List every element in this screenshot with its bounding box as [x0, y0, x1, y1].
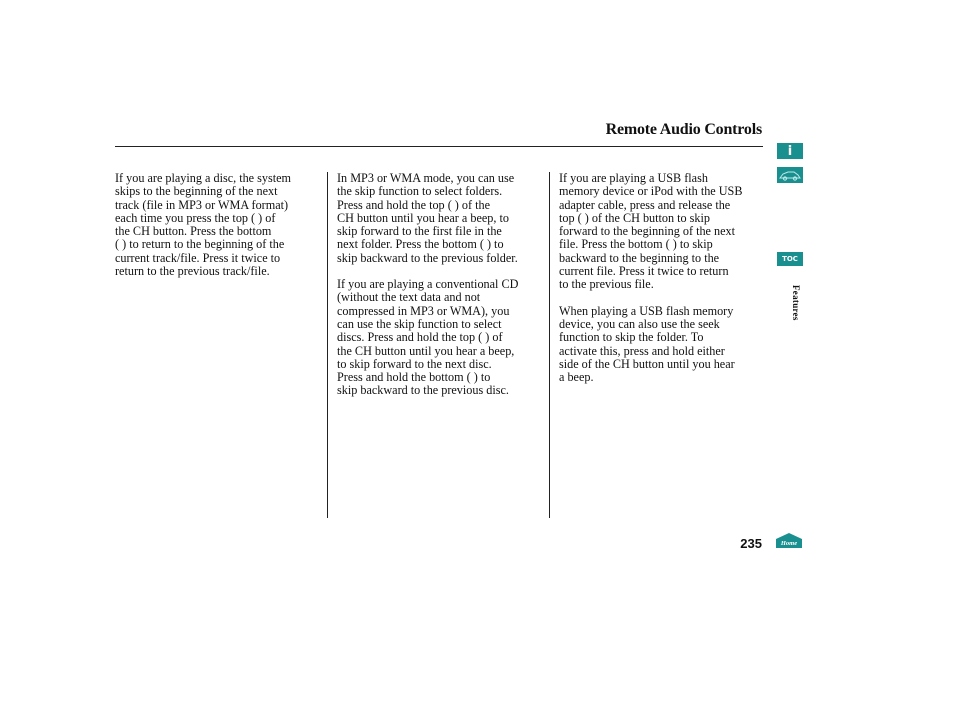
- page-title: Remote Audio Controls: [605, 121, 762, 138]
- text-column-3: [559, 172, 765, 397]
- toc-button[interactable]: TOC: [777, 252, 803, 266]
- paragraph: When playing a USB flash memory device, you can also use the seek function to skip the folder. To activate this, press and hold either side of the CH button until you hear a beep.: [559, 303, 735, 385]
- home-label: Home: [780, 540, 798, 547]
- title-divider: [115, 146, 763, 147]
- car-icon[interactable]: [777, 167, 803, 183]
- text-column-2: [337, 172, 543, 411]
- paragraph: If you are playing a disc, the system skips to the beginning of the next track (file in MP3 or WMA format) each time you press the top ( ) of the CH button. Press the bottom ( ) to return to the beginning of the current track/file. Press it twice to return to the previous track/file.: [115, 171, 291, 279]
- home-icon: [775, 532, 803, 549]
- page-number: 235: [740, 536, 762, 551]
- column-divider: [549, 172, 550, 518]
- column-divider: [327, 172, 328, 518]
- text-column-1: [115, 172, 320, 291]
- section-tab-label: Features: [791, 285, 801, 321]
- paragraph: In MP3 or WMA mode, you can use the skip function to select folders. Press and hold the top ( ) of the CH button until you hear a beep, to skip forward to the first file in the next folder. Press the bottom ( ) to skip backward to the previous folder.: [337, 171, 518, 265]
- home-button[interactable]: [775, 532, 803, 549]
- car-outline-icon: [777, 167, 803, 183]
- info-icon[interactable]: i: [777, 143, 803, 159]
- paragraph: If you are playing a USB flash memory device or iPod with the USB adapter cable, press and release the top ( ) of the CH button to skip forward to the beginning of the next file. Press the bottom ( ) to skip backward to the beginning to the current file. Press it twice to return to the previous file.: [559, 171, 743, 292]
- paragraph: If you are playing a conventional CD (without the text data and not compressed in MP3 or WMA), you can use the skip function to select discs. Press and hold the top ( ) of the CH button until you hear a beep, to skip forward to the next disc. Press and hold the bottom ( ) to skip backward to the previous disc.: [337, 277, 519, 398]
